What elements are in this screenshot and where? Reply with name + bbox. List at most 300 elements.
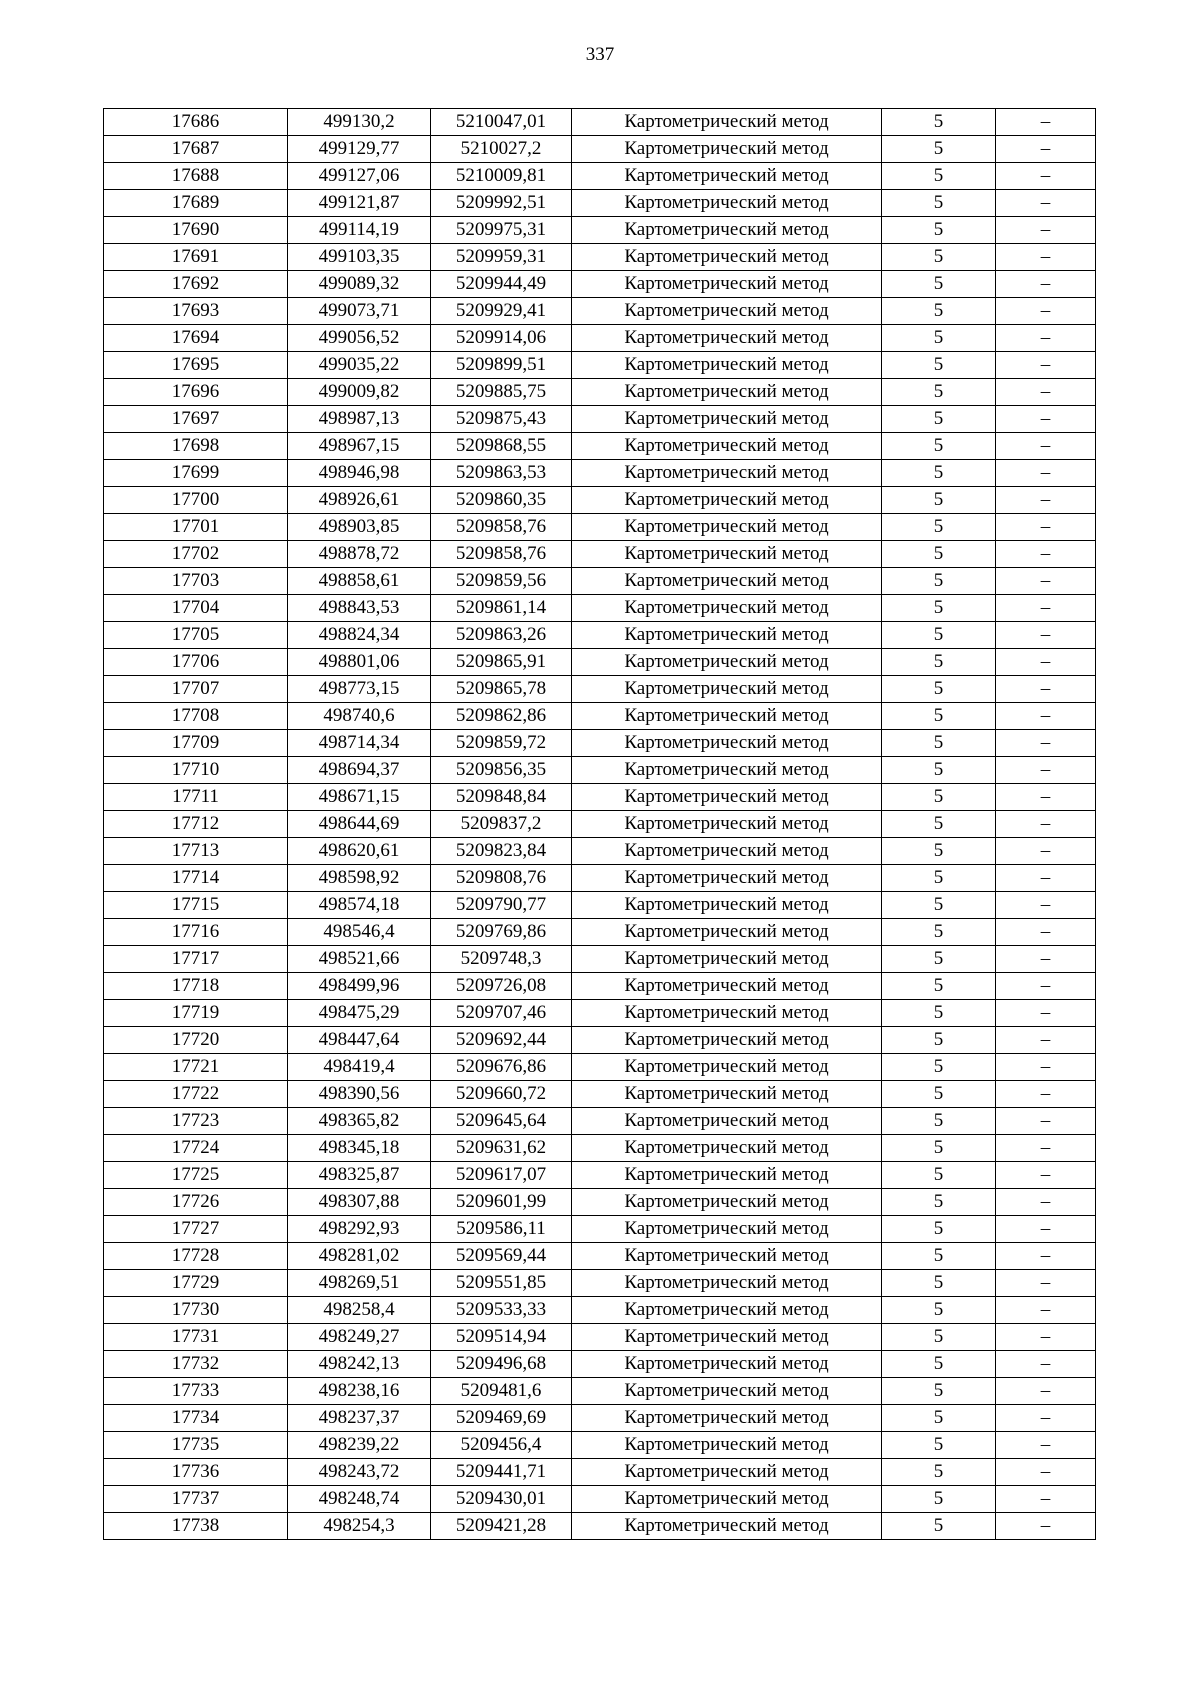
note-cell: –: [996, 1459, 1096, 1486]
accuracy-cell: 5: [882, 1351, 996, 1378]
table-row: [104, 109, 1096, 136]
point-number-cell: 17697: [104, 406, 288, 433]
accuracy-cell: 5: [882, 1135, 996, 1162]
method-cell: Картометрический метод: [572, 514, 882, 541]
x-coordinate-cell: 499129,77: [288, 136, 431, 163]
y-coordinate-cell: 5209645,64: [431, 1108, 572, 1135]
accuracy-cell: 5: [882, 1027, 996, 1054]
x-coordinate-cell: 498254,3: [288, 1513, 431, 1540]
table-row: [104, 1135, 1096, 1162]
method-cell: Картометрический метод: [572, 379, 882, 406]
method-cell: Картометрический метод: [572, 703, 882, 730]
point-number-cell: 17734: [104, 1405, 288, 1432]
table-row: [104, 973, 1096, 1000]
y-coordinate-cell: 5209837,2: [431, 811, 572, 838]
accuracy-cell: 5: [882, 271, 996, 298]
accuracy-cell: 5: [882, 1297, 996, 1324]
x-coordinate-cell: 498365,82: [288, 1108, 431, 1135]
method-cell: Картометрический метод: [572, 487, 882, 514]
x-coordinate-cell: 498824,34: [288, 622, 431, 649]
method-cell: Картометрический метод: [572, 1486, 882, 1513]
y-coordinate-cell: 5209858,76: [431, 541, 572, 568]
table-row: [104, 487, 1096, 514]
y-coordinate-cell: 5209875,43: [431, 406, 572, 433]
method-cell: Картометрический метод: [572, 838, 882, 865]
accuracy-cell: 5: [882, 163, 996, 190]
note-cell: –: [996, 811, 1096, 838]
note-cell: –: [996, 433, 1096, 460]
method-cell: Картометрический метод: [572, 163, 882, 190]
accuracy-cell: 5: [882, 109, 996, 136]
method-cell: Картометрический метод: [572, 298, 882, 325]
accuracy-cell: 5: [882, 1108, 996, 1135]
y-coordinate-cell: 5209865,78: [431, 676, 572, 703]
y-coordinate-cell: 5209533,33: [431, 1297, 572, 1324]
y-coordinate-cell: 5210009,81: [431, 163, 572, 190]
note-cell: –: [996, 487, 1096, 514]
y-coordinate-cell: 5209456,4: [431, 1432, 572, 1459]
table-row: [104, 1054, 1096, 1081]
table-row: [104, 622, 1096, 649]
method-cell: Картометрический метод: [572, 622, 882, 649]
note-cell: –: [996, 730, 1096, 757]
y-coordinate-cell: 5209748,3: [431, 946, 572, 973]
y-coordinate-cell: 5209496,68: [431, 1351, 572, 1378]
accuracy-cell: 5: [882, 865, 996, 892]
y-coordinate-cell: 5210047,01: [431, 109, 572, 136]
method-cell: Картометрический метод: [572, 1081, 882, 1108]
point-number-cell: 17720: [104, 1027, 288, 1054]
note-cell: –: [996, 379, 1096, 406]
x-coordinate-cell: 498801,06: [288, 649, 431, 676]
table-row: [104, 1081, 1096, 1108]
x-coordinate-cell: 499103,35: [288, 244, 431, 271]
table-row: [104, 1297, 1096, 1324]
table-row: [104, 1243, 1096, 1270]
note-cell: –: [996, 352, 1096, 379]
note-cell: –: [996, 946, 1096, 973]
accuracy-cell: 5: [882, 1378, 996, 1405]
point-number-cell: 17691: [104, 244, 288, 271]
method-cell: Картометрический метод: [572, 1216, 882, 1243]
y-coordinate-cell: 5209944,49: [431, 271, 572, 298]
method-cell: Картометрический метод: [572, 1135, 882, 1162]
y-coordinate-cell: 5209481,6: [431, 1378, 572, 1405]
table-row: [104, 271, 1096, 298]
accuracy-cell: 5: [882, 1081, 996, 1108]
accuracy-cell: 5: [882, 730, 996, 757]
method-cell: Картометрический метод: [572, 190, 882, 217]
note-cell: –: [996, 595, 1096, 622]
y-coordinate-cell: 5209859,56: [431, 568, 572, 595]
method-cell: Картометрический метод: [572, 676, 882, 703]
y-coordinate-cell: 5209899,51: [431, 352, 572, 379]
note-cell: –: [996, 244, 1096, 271]
accuracy-cell: 5: [882, 973, 996, 1000]
point-number-cell: 17704: [104, 595, 288, 622]
note-cell: –: [996, 1108, 1096, 1135]
table-row: [104, 730, 1096, 757]
y-coordinate-cell: 5209769,86: [431, 919, 572, 946]
method-cell: Картометрический метод: [572, 460, 882, 487]
table-row: [104, 1189, 1096, 1216]
table-row: [104, 460, 1096, 487]
x-coordinate-cell: 498987,13: [288, 406, 431, 433]
method-cell: Картометрический метод: [572, 919, 882, 946]
accuracy-cell: 5: [882, 568, 996, 595]
x-coordinate-cell: 498475,29: [288, 1000, 431, 1027]
x-coordinate-cell: 498249,27: [288, 1324, 431, 1351]
accuracy-cell: 5: [882, 1270, 996, 1297]
point-number-cell: 17716: [104, 919, 288, 946]
page-number: 337: [585, 44, 615, 65]
note-cell: –: [996, 649, 1096, 676]
note-cell: –: [996, 1000, 1096, 1027]
method-cell: Картометрический метод: [572, 1459, 882, 1486]
x-coordinate-cell: 498740,6: [288, 703, 431, 730]
coordinates-table-body: [104, 109, 1096, 1540]
accuracy-cell: 5: [882, 1189, 996, 1216]
x-coordinate-cell: 498419,4: [288, 1054, 431, 1081]
table-row: [104, 541, 1096, 568]
accuracy-cell: 5: [882, 460, 996, 487]
table-row: [104, 514, 1096, 541]
point-number-cell: 17730: [104, 1297, 288, 1324]
y-coordinate-cell: 5209959,31: [431, 244, 572, 271]
method-cell: Картометрический метод: [572, 811, 882, 838]
x-coordinate-cell: 498238,16: [288, 1378, 431, 1405]
table-row: [104, 244, 1096, 271]
accuracy-cell: 5: [882, 1054, 996, 1081]
table-row: [104, 757, 1096, 784]
x-coordinate-cell: 498242,13: [288, 1351, 431, 1378]
table-row: [104, 676, 1096, 703]
method-cell: Картометрический метод: [572, 1405, 882, 1432]
point-number-cell: 17738: [104, 1513, 288, 1540]
method-cell: Картометрический метод: [572, 730, 882, 757]
accuracy-cell: 5: [882, 622, 996, 649]
note-cell: –: [996, 406, 1096, 433]
point-number-cell: 17729: [104, 1270, 288, 1297]
note-cell: –: [996, 514, 1096, 541]
point-number-cell: 17695: [104, 352, 288, 379]
x-coordinate-cell: 498694,37: [288, 757, 431, 784]
y-coordinate-cell: 5209726,08: [431, 973, 572, 1000]
accuracy-cell: 5: [882, 325, 996, 352]
note-cell: –: [996, 1351, 1096, 1378]
table-row: [104, 325, 1096, 352]
point-number-cell: 17706: [104, 649, 288, 676]
point-number-cell: 17719: [104, 1000, 288, 1027]
method-cell: Картометрический метод: [572, 1000, 882, 1027]
table-row: [104, 784, 1096, 811]
method-cell: Картометрический метод: [572, 1378, 882, 1405]
method-cell: Картометрический метод: [572, 757, 882, 784]
y-coordinate-cell: 5209860,35: [431, 487, 572, 514]
accuracy-cell: 5: [882, 946, 996, 973]
point-number-cell: 17715: [104, 892, 288, 919]
point-number-cell: 17718: [104, 973, 288, 1000]
note-cell: –: [996, 1297, 1096, 1324]
x-coordinate-cell: 499127,06: [288, 163, 431, 190]
accuracy-cell: 5: [882, 514, 996, 541]
note-cell: –: [996, 217, 1096, 244]
y-coordinate-cell: 5209868,55: [431, 433, 572, 460]
y-coordinate-cell: 5209859,72: [431, 730, 572, 757]
x-coordinate-cell: 498644,69: [288, 811, 431, 838]
note-cell: –: [996, 271, 1096, 298]
x-coordinate-cell: 498843,53: [288, 595, 431, 622]
note-cell: –: [996, 1081, 1096, 1108]
x-coordinate-cell: 499009,82: [288, 379, 431, 406]
note-cell: –: [996, 109, 1096, 136]
accuracy-cell: 5: [882, 838, 996, 865]
y-coordinate-cell: 5209929,41: [431, 298, 572, 325]
x-coordinate-cell: 499056,52: [288, 325, 431, 352]
point-number-cell: 17717: [104, 946, 288, 973]
y-coordinate-cell: 5209569,44: [431, 1243, 572, 1270]
note-cell: –: [996, 838, 1096, 865]
y-coordinate-cell: 5209707,46: [431, 1000, 572, 1027]
note-cell: –: [996, 1486, 1096, 1513]
y-coordinate-cell: 5209790,77: [431, 892, 572, 919]
point-number-cell: 17698: [104, 433, 288, 460]
y-coordinate-cell: 5209586,11: [431, 1216, 572, 1243]
y-coordinate-cell: 5209631,62: [431, 1135, 572, 1162]
x-coordinate-cell: 498292,93: [288, 1216, 431, 1243]
note-cell: –: [996, 973, 1096, 1000]
table-row: [104, 163, 1096, 190]
point-number-cell: 17723: [104, 1108, 288, 1135]
accuracy-cell: 5: [882, 1324, 996, 1351]
accuracy-cell: 5: [882, 1432, 996, 1459]
accuracy-cell: 5: [882, 190, 996, 217]
table-row: [104, 298, 1096, 325]
y-coordinate-cell: 5209551,85: [431, 1270, 572, 1297]
table-row: [104, 1270, 1096, 1297]
y-coordinate-cell: 5209856,35: [431, 757, 572, 784]
y-coordinate-cell: 5209885,75: [431, 379, 572, 406]
x-coordinate-cell: 498281,02: [288, 1243, 431, 1270]
method-cell: Картометрический метод: [572, 1027, 882, 1054]
note-cell: –: [996, 865, 1096, 892]
point-number-cell: 17713: [104, 838, 288, 865]
method-cell: Картометрический метод: [572, 1162, 882, 1189]
method-cell: Картометрический метод: [572, 325, 882, 352]
y-coordinate-cell: 5209863,53: [431, 460, 572, 487]
method-cell: Картометрический метод: [572, 244, 882, 271]
point-number-cell: 17701: [104, 514, 288, 541]
accuracy-cell: 5: [882, 1000, 996, 1027]
x-coordinate-cell: 498878,72: [288, 541, 431, 568]
accuracy-cell: 5: [882, 1486, 996, 1513]
point-number-cell: 17710: [104, 757, 288, 784]
y-coordinate-cell: 5209861,14: [431, 595, 572, 622]
table-row: [104, 919, 1096, 946]
method-cell: Картометрический метод: [572, 217, 882, 244]
method-cell: Картометрический метод: [572, 271, 882, 298]
point-number-cell: 17731: [104, 1324, 288, 1351]
note-cell: –: [996, 1135, 1096, 1162]
note-cell: –: [996, 325, 1096, 352]
table-row: [104, 1324, 1096, 1351]
y-coordinate-cell: 5209858,76: [431, 514, 572, 541]
note-cell: –: [996, 1027, 1096, 1054]
point-number-cell: 17728: [104, 1243, 288, 1270]
method-cell: Картометрический метод: [572, 1189, 882, 1216]
point-number-cell: 17721: [104, 1054, 288, 1081]
note-cell: –: [996, 1378, 1096, 1405]
method-cell: Картометрический метод: [572, 865, 882, 892]
method-cell: Картометрический метод: [572, 1432, 882, 1459]
accuracy-cell: 5: [882, 379, 996, 406]
method-cell: Картометрический метод: [572, 1054, 882, 1081]
method-cell: Картометрический метод: [572, 568, 882, 595]
y-coordinate-cell: 5209617,07: [431, 1162, 572, 1189]
x-coordinate-cell: 498926,61: [288, 487, 431, 514]
y-coordinate-cell: 5209514,94: [431, 1324, 572, 1351]
note-cell: –: [996, 1405, 1096, 1432]
note-cell: –: [996, 1162, 1096, 1189]
accuracy-cell: 5: [882, 136, 996, 163]
point-number-cell: 17689: [104, 190, 288, 217]
table-row: [104, 1378, 1096, 1405]
point-number-cell: 17707: [104, 676, 288, 703]
x-coordinate-cell: 499089,32: [288, 271, 431, 298]
note-cell: –: [996, 1216, 1096, 1243]
point-number-cell: 17727: [104, 1216, 288, 1243]
point-number-cell: 17724: [104, 1135, 288, 1162]
x-coordinate-cell: 498345,18: [288, 1135, 431, 1162]
method-cell: Картометрический метод: [572, 1324, 882, 1351]
point-number-cell: 17703: [104, 568, 288, 595]
note-cell: –: [996, 676, 1096, 703]
accuracy-cell: 5: [882, 487, 996, 514]
y-coordinate-cell: 5209808,76: [431, 865, 572, 892]
x-coordinate-cell: 499035,22: [288, 352, 431, 379]
table-row: [104, 190, 1096, 217]
x-coordinate-cell: 498258,4: [288, 1297, 431, 1324]
point-number-cell: 17692: [104, 271, 288, 298]
point-number-cell: 17705: [104, 622, 288, 649]
method-cell: Картометрический метод: [572, 406, 882, 433]
y-coordinate-cell: 5209692,44: [431, 1027, 572, 1054]
y-coordinate-cell: 5209862,86: [431, 703, 572, 730]
x-coordinate-cell: 499130,2: [288, 109, 431, 136]
y-coordinate-cell: 5209676,86: [431, 1054, 572, 1081]
method-cell: Картометрический метод: [572, 1351, 882, 1378]
table-row: [104, 568, 1096, 595]
method-cell: Картометрический метод: [572, 1297, 882, 1324]
y-coordinate-cell: 5209975,31: [431, 217, 572, 244]
method-cell: Картометрический метод: [572, 136, 882, 163]
point-number-cell: 17711: [104, 784, 288, 811]
x-coordinate-cell: 498598,92: [288, 865, 431, 892]
note-cell: –: [996, 136, 1096, 163]
accuracy-cell: 5: [882, 649, 996, 676]
point-number-cell: 17714: [104, 865, 288, 892]
accuracy-cell: 5: [882, 1513, 996, 1540]
x-coordinate-cell: 498946,98: [288, 460, 431, 487]
table-row: [104, 1027, 1096, 1054]
point-number-cell: 17696: [104, 379, 288, 406]
table-row: [104, 352, 1096, 379]
coordinates-table: [103, 108, 1096, 1540]
method-cell: Картометрический метод: [572, 892, 882, 919]
note-cell: –: [996, 460, 1096, 487]
table-row: [104, 892, 1096, 919]
note-cell: –: [996, 1189, 1096, 1216]
x-coordinate-cell: 498714,34: [288, 730, 431, 757]
point-number-cell: 17709: [104, 730, 288, 757]
point-number-cell: 17700: [104, 487, 288, 514]
x-coordinate-cell: 498307,88: [288, 1189, 431, 1216]
accuracy-cell: 5: [882, 1162, 996, 1189]
accuracy-cell: 5: [882, 784, 996, 811]
y-coordinate-cell: 5209469,69: [431, 1405, 572, 1432]
point-number-cell: 17688: [104, 163, 288, 190]
note-cell: –: [996, 757, 1096, 784]
table-row: [104, 595, 1096, 622]
y-coordinate-cell: 5209823,84: [431, 838, 572, 865]
method-cell: Картометрический метод: [572, 1513, 882, 1540]
x-coordinate-cell: 499073,71: [288, 298, 431, 325]
y-coordinate-cell: 5210027,2: [431, 136, 572, 163]
note-cell: –: [996, 703, 1096, 730]
y-coordinate-cell: 5209992,51: [431, 190, 572, 217]
table-row: [104, 1405, 1096, 1432]
x-coordinate-cell: 498574,18: [288, 892, 431, 919]
table-row: [104, 406, 1096, 433]
table-row: [104, 1513, 1096, 1540]
table-row: [104, 136, 1096, 163]
point-number-cell: 17712: [104, 811, 288, 838]
table-row: [104, 1351, 1096, 1378]
x-coordinate-cell: 498858,61: [288, 568, 431, 595]
table-row: [104, 1000, 1096, 1027]
note-cell: –: [996, 298, 1096, 325]
accuracy-cell: 5: [882, 1243, 996, 1270]
x-coordinate-cell: 498967,15: [288, 433, 431, 460]
table-row: [104, 217, 1096, 244]
point-number-cell: 17687: [104, 136, 288, 163]
table-row: [104, 1486, 1096, 1513]
x-coordinate-cell: 498521,66: [288, 946, 431, 973]
accuracy-cell: 5: [882, 1216, 996, 1243]
x-coordinate-cell: 498237,37: [288, 1405, 431, 1432]
table-row: [104, 379, 1096, 406]
table-row: [104, 811, 1096, 838]
x-coordinate-cell: 499114,19: [288, 217, 431, 244]
x-coordinate-cell: 498243,72: [288, 1459, 431, 1486]
note-cell: –: [996, 1432, 1096, 1459]
table-row: [104, 703, 1096, 730]
accuracy-cell: 5: [882, 595, 996, 622]
method-cell: Картометрический метод: [572, 973, 882, 1000]
accuracy-cell: 5: [882, 541, 996, 568]
method-cell: Картометрический метод: [572, 1108, 882, 1135]
y-coordinate-cell: 5209848,84: [431, 784, 572, 811]
accuracy-cell: 5: [882, 433, 996, 460]
method-cell: Картометрический метод: [572, 784, 882, 811]
point-number-cell: 17726: [104, 1189, 288, 1216]
table-row: [104, 865, 1096, 892]
table-row: [104, 1432, 1096, 1459]
note-cell: –: [996, 784, 1096, 811]
method-cell: Картометрический метод: [572, 352, 882, 379]
note-cell: –: [996, 568, 1096, 595]
table-row: [104, 946, 1096, 973]
